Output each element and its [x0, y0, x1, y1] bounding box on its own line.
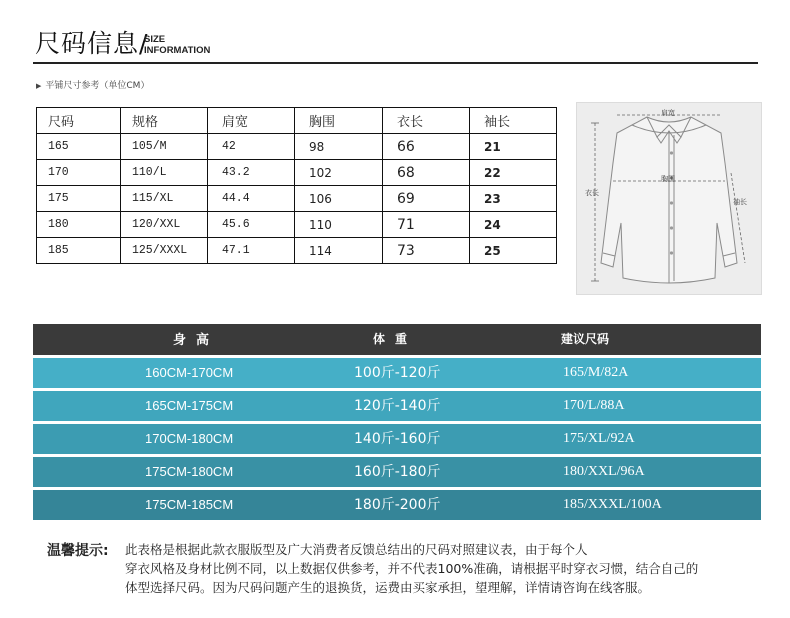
table-row — [37, 186, 557, 212]
cell-suggested-size: 170/L/88A — [563, 398, 625, 413]
cell-length: 69 — [383, 186, 470, 212]
cell-sleeve: 21 — [470, 134, 557, 160]
cell-size: 180 — [37, 212, 121, 238]
table-row — [37, 134, 557, 160]
cell-height: 160CM-170CM — [145, 365, 234, 380]
tips-text — [125, 540, 765, 597]
header-height: 身高 — [173, 332, 220, 347]
cell-weight: 160斤-180斤 — [354, 464, 441, 480]
cell-shoulder: 42 — [208, 134, 295, 160]
cell-chest: 102 — [295, 160, 383, 186]
table-row — [33, 457, 761, 487]
table-row — [37, 160, 557, 186]
cell-shoulder: 43.2 — [208, 160, 295, 186]
cell-suggested-size: 175/XL/92A — [563, 431, 635, 446]
cell-size: 165 — [37, 134, 121, 160]
table-row — [33, 490, 761, 520]
tips-line: 穿衣风格及身材比例不同，以上数据仅供参考，并不代表100%准确，请根据平时穿衣习惯，结合自己的 — [125, 561, 699, 576]
label-sleeve: 袖长 — [733, 198, 747, 206]
cell-weight: 100斤-120斤 — [354, 365, 441, 381]
header-spec: 规格 — [121, 108, 208, 134]
triangle-right-icon: ▶ — [36, 82, 42, 90]
cell-size: 175 — [37, 186, 121, 212]
title-divider — [33, 62, 758, 64]
page-title-en — [144, 34, 210, 56]
cell-sleeve: 22 — [470, 160, 557, 186]
cell-shoulder: 47.1 — [208, 238, 295, 264]
tips-line: 体型选择尺码。因为尺码问题产生的退换货，运费由买家承担，望理解，详情请咨询在线客服。 — [125, 580, 651, 595]
cell-spec: 120/XXL — [121, 212, 208, 238]
section-header — [33, 20, 758, 62]
cell-length: 66 — [383, 134, 470, 160]
cell-length: 68 — [383, 160, 470, 186]
header-size: 尺码 — [37, 108, 121, 134]
header-suggested-size: 建议尺码 — [561, 332, 610, 346]
cell-height: 165CM-175CM — [145, 398, 234, 413]
label-shoulder: 肩宽 — [661, 109, 675, 117]
cell-height: 170CM-180CM — [145, 431, 234, 446]
cell-spec: 105/M — [121, 134, 208, 160]
header-chest: 胸围 — [295, 108, 383, 134]
cell-size: 185 — [37, 238, 121, 264]
title-en-line1: SIZE — [144, 34, 166, 45]
cell-chest: 114 — [295, 238, 383, 264]
unit-note — [36, 78, 149, 91]
table-row — [37, 238, 557, 264]
unit-note-text: 平铺尺寸参考（单位CM） — [45, 81, 150, 91]
shirt-measurement-diagram — [576, 102, 762, 295]
cell-weight: 140斤-160斤 — [354, 431, 441, 447]
recommend-size-table — [33, 324, 761, 523]
cell-chest: 106 — [295, 186, 383, 212]
cell-length: 73 — [383, 238, 470, 264]
cell-shoulder: 45.6 — [208, 212, 295, 238]
header-shoulder: 肩宽 — [208, 108, 295, 134]
page-title: 尺码信息/ — [35, 29, 149, 58]
cell-spec: 125/XXXL — [121, 238, 208, 264]
tips-line: 此表格是根据此款衣服版型及广大消费者反馈总结出的尺码对照建议表，由于每个人 — [125, 542, 588, 557]
size-table-header-row — [37, 108, 557, 134]
cell-suggested-size: 185/XXXL/100A — [563, 497, 662, 512]
cell-shoulder: 44.4 — [208, 186, 295, 212]
cell-size: 170 — [37, 160, 121, 186]
table-row — [37, 212, 557, 238]
header-sleeve: 袖长 — [470, 108, 557, 134]
cell-suggested-size: 180/XXL/96A — [563, 464, 645, 479]
cell-suggested-size: 165/M/82A — [563, 365, 629, 380]
cell-spec: 110/L — [121, 160, 208, 186]
cell-weight: 120斤-140斤 — [354, 398, 441, 414]
cell-chest: 98 — [295, 134, 383, 160]
cell-spec: 115/XL — [121, 186, 208, 212]
size-table — [36, 107, 557, 264]
title-en-line2: INFORMATION — [144, 45, 211, 56]
recommend-header-row — [33, 324, 761, 355]
label-chest: 胸围 — [661, 175, 675, 183]
table-row — [33, 391, 761, 421]
cell-length: 71 — [383, 212, 470, 238]
cell-sleeve: 23 — [470, 186, 557, 212]
tips-label: 温馨提示: — [47, 543, 109, 559]
header-length: 衣长 — [383, 108, 470, 134]
table-row — [33, 358, 761, 388]
cell-height: 175CM-185CM — [145, 497, 234, 512]
cell-height: 175CM-180CM — [145, 464, 234, 479]
cell-chest: 110 — [295, 212, 383, 238]
cell-weight: 180斤-200斤 — [354, 497, 441, 513]
cell-sleeve: 25 — [470, 238, 557, 264]
cell-sleeve: 24 — [470, 212, 557, 238]
label-length: 衣长 — [585, 189, 599, 197]
header-weight: 体重 — [373, 332, 418, 346]
table-row — [33, 424, 761, 454]
